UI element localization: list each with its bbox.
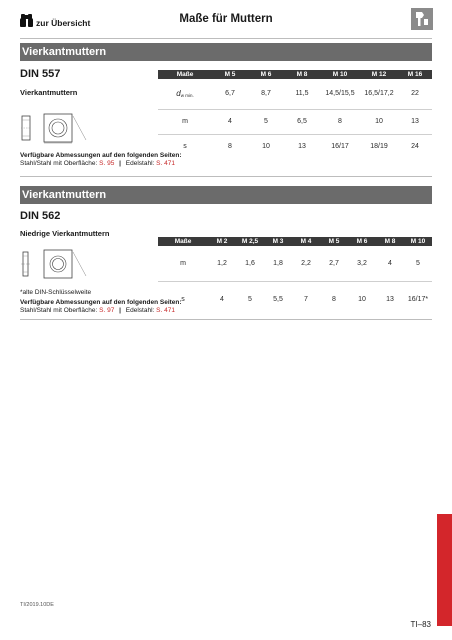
table-cell: 8 bbox=[212, 134, 248, 159]
table-cell: 16,5/17,2 bbox=[364, 90, 394, 98]
din-562-dimensions-table bbox=[158, 237, 432, 317]
table-header-cell: M 10 bbox=[404, 237, 432, 246]
table-cell: 10 bbox=[348, 281, 376, 317]
din-557-title: DIN 557 bbox=[20, 68, 61, 80]
page-title: Maße für Muttern bbox=[179, 13, 273, 25]
din-562-subtitle: Niedrige Vierkantmuttern bbox=[20, 229, 110, 238]
steel-page-link[interactable]: S. 95 bbox=[99, 160, 115, 167]
table-header-cell: M 16 bbox=[398, 70, 432, 79]
table-cell: 14,5/15,5 bbox=[325, 90, 355, 98]
table-header-cell: M 12 bbox=[360, 70, 398, 79]
table-header-cell: M 8 bbox=[376, 237, 404, 246]
table-header-cell: M 6 bbox=[348, 237, 376, 246]
table-header-cell: M 2 bbox=[208, 237, 236, 246]
steel-page-link[interactable]: S. 97 bbox=[99, 307, 115, 314]
steel-label: Stahl/Stahl mit Oberfläche: bbox=[20, 160, 98, 167]
section-band-din562: Vierkantmuttern bbox=[20, 186, 432, 204]
table-cell: 8 bbox=[320, 281, 348, 317]
section-divider bbox=[20, 176, 432, 177]
table-row bbox=[158, 134, 432, 159]
document-code: TI/2019.10DE bbox=[20, 602, 54, 608]
table-row bbox=[158, 281, 432, 317]
square-nut-drawing-557 bbox=[20, 110, 90, 146]
table-cell: 2,7 bbox=[329, 259, 339, 267]
table-row bbox=[158, 246, 432, 281]
availability-heading: Verfügbare Abmessungen auf den folgenden Seiten: bbox=[20, 152, 182, 159]
table-header-cell: M 5 bbox=[320, 237, 348, 246]
table-header-cell: M 2,5 bbox=[236, 237, 264, 246]
table-header-cell: M 6 bbox=[248, 70, 284, 79]
table-header-cell: M 8 bbox=[284, 70, 320, 79]
table-cell: 7 bbox=[292, 281, 320, 317]
table-header-row bbox=[158, 70, 432, 79]
table-cell: 16/17* bbox=[404, 281, 432, 317]
section-band-din557: Vierkantmuttern bbox=[20, 43, 432, 61]
availability-note-557 bbox=[20, 152, 182, 168]
table-cell: 22 bbox=[411, 90, 419, 98]
stainless-label: Edelstahl: bbox=[125, 160, 155, 167]
table-cell: 16/17 bbox=[320, 134, 360, 159]
row-label-dw: dw min. bbox=[176, 89, 194, 99]
table-header-row bbox=[158, 237, 432, 246]
table-cell: 1,6 bbox=[245, 259, 255, 267]
header-rule bbox=[20, 38, 432, 39]
table-cell: 4 bbox=[208, 281, 236, 317]
chapter-side-tab bbox=[437, 514, 452, 626]
table-cell: 4 bbox=[212, 109, 248, 134]
table-cell: 5 bbox=[236, 281, 264, 317]
table-cell: 5,5 bbox=[264, 281, 292, 317]
table-cell: 6,7 bbox=[225, 90, 235, 98]
table-cell: 8 bbox=[320, 109, 360, 134]
table-header-cell: Maße bbox=[158, 237, 208, 246]
table-cell: 5 bbox=[416, 259, 420, 267]
table-header-cell: Maße bbox=[158, 70, 212, 79]
table-cell: 13 bbox=[284, 134, 320, 159]
footnote-old-din: *alte DIN-Schlüsselweite bbox=[20, 289, 92, 296]
table-row bbox=[158, 109, 432, 134]
table-header-cell: M 5 bbox=[212, 70, 248, 79]
separator: | bbox=[119, 160, 121, 167]
back-link-label: zur Übersicht bbox=[36, 18, 91, 28]
table-header-cell: M 3 bbox=[264, 237, 292, 246]
din-557-dimensions-table bbox=[158, 70, 432, 159]
row-label-s: s bbox=[158, 134, 212, 159]
table-cell: 10 bbox=[360, 109, 398, 134]
table-cell: 1,8 bbox=[273, 259, 283, 267]
section-divider bbox=[20, 319, 432, 320]
table-cell: 18/19 bbox=[360, 134, 398, 159]
table-cell: 13 bbox=[376, 281, 404, 317]
stainless-page-link[interactable]: S. 471 bbox=[156, 160, 175, 167]
square-nut-drawing-562 bbox=[20, 246, 90, 282]
row-label-m: m bbox=[158, 109, 212, 134]
table-cell: 24 bbox=[398, 134, 432, 159]
table-cell: 5 bbox=[248, 109, 284, 134]
row-label-m: m bbox=[180, 259, 186, 267]
table-cell: 8,7 bbox=[261, 90, 271, 98]
page-number: TI–83 bbox=[410, 620, 431, 629]
stainless-label: Edelstahl: bbox=[125, 307, 155, 314]
row-label-s: s bbox=[158, 281, 208, 317]
table-cell: 3,2 bbox=[357, 259, 367, 267]
din-562-title: DIN 562 bbox=[20, 210, 61, 222]
separator: | bbox=[119, 307, 121, 314]
table-cell: 13 bbox=[398, 109, 432, 134]
table-cell: 1,2 bbox=[217, 259, 227, 267]
stainless-page-link[interactable]: S. 471 bbox=[156, 307, 175, 314]
availability-heading: Verfügbare Abmessungen auf den folgenden Seiten: bbox=[20, 299, 182, 306]
table-cell: 10 bbox=[248, 134, 284, 159]
table-header-cell: M 4 bbox=[292, 237, 320, 246]
table-cell: 6,5 bbox=[284, 109, 320, 134]
nut-bolt-category-icon bbox=[411, 8, 433, 30]
table-header-cell: M 10 bbox=[320, 70, 360, 79]
table-row bbox=[158, 79, 432, 109]
table-cell: 2,2 bbox=[301, 259, 311, 267]
steel-label: Stahl/Stahl mit Oberfläche: bbox=[20, 307, 98, 314]
table-cell: 4 bbox=[388, 259, 392, 267]
availability-note-562 bbox=[20, 299, 182, 315]
table-cell: 11,5 bbox=[295, 90, 309, 98]
din-557-subtitle: Vierkantmuttern bbox=[20, 88, 78, 97]
